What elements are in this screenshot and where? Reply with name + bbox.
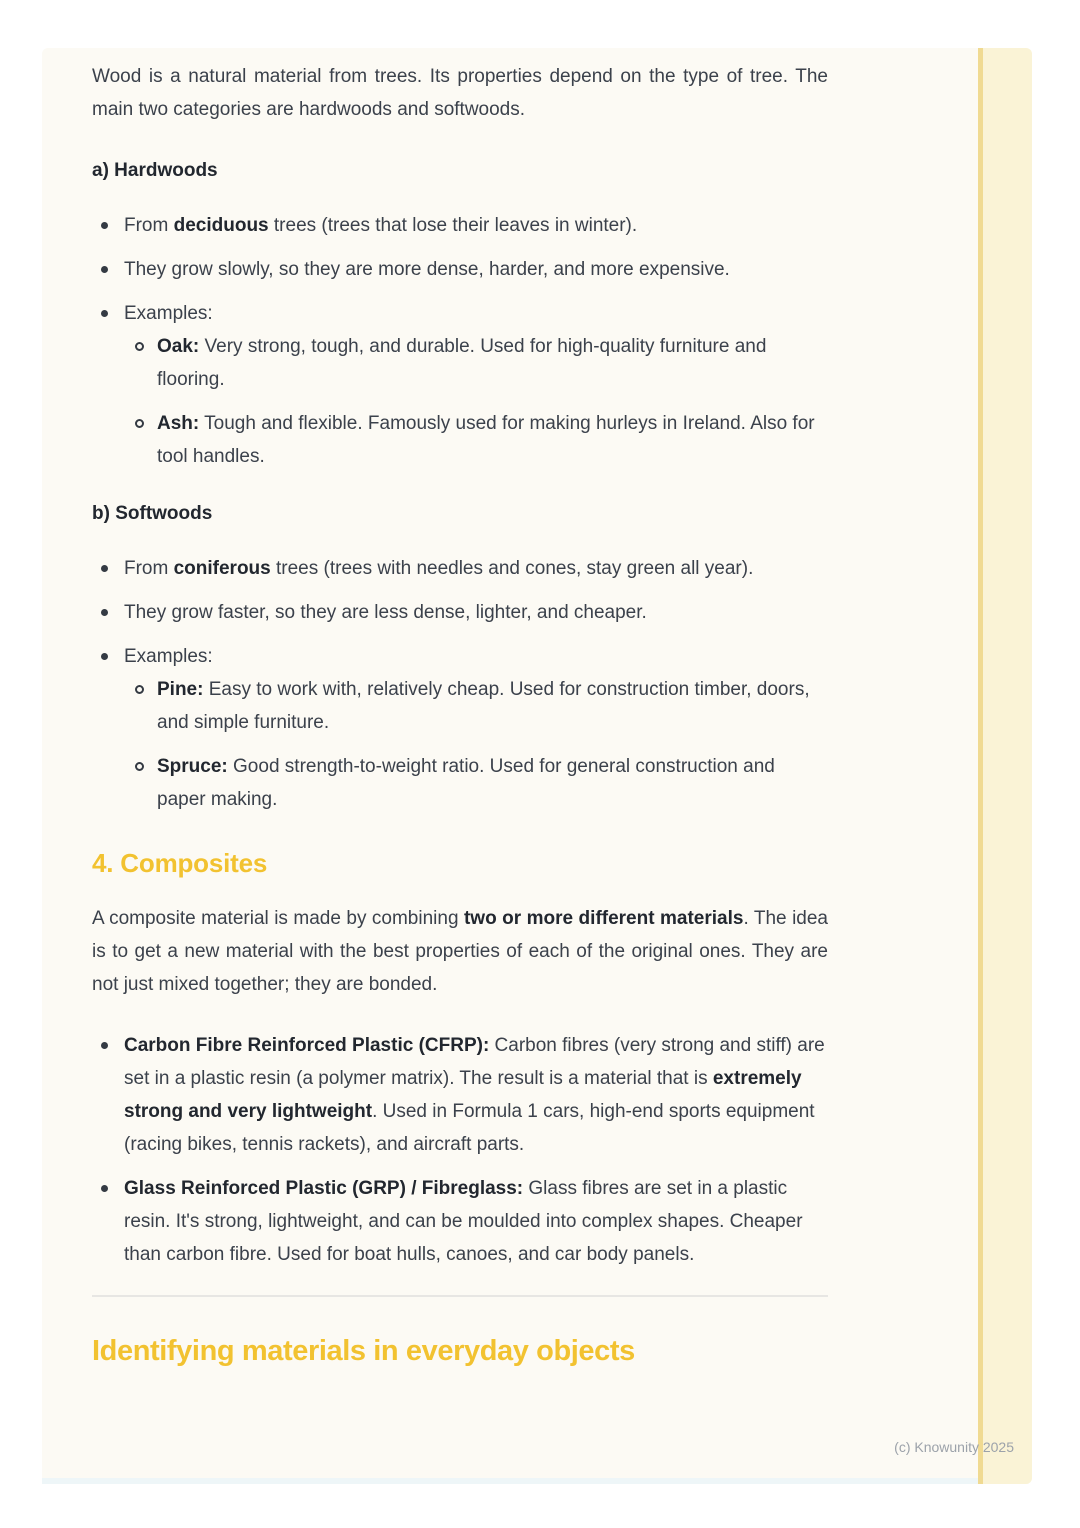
softwoods-examples-list — [124, 673, 828, 816]
text-segment: trees (trees that lose their leaves in winter). — [268, 215, 638, 236]
text-segment: Examples: — [124, 646, 213, 667]
composites-list — [92, 1029, 828, 1271]
text-segment: Carbon fibres (very strong and stiff) are set in a plastic resin (a polymer matrix). The result is a material that is — [124, 1035, 825, 1089]
copyright-watermark: (c) Knowunity 2025 — [894, 1439, 1014, 1455]
list-item — [92, 1029, 828, 1161]
bold-segment: Oak: — [157, 336, 200, 357]
text-segment: Glass fibres are set in a plastic resin. It's strong, lightweight, and can be moulded into complex shapes. Cheaper than carbon fibre. Used for boat hulls, canoes, and car body panels. — [124, 1178, 803, 1265]
text-segment: . The idea is to get a new material with the best properties of each of the original ones. They are not just mixed together; they are bonded. — [92, 908, 828, 995]
list-item — [92, 640, 828, 816]
text-segment: Good strength-to-weight ratio. Used for general construction and paper making. — [157, 756, 775, 810]
list-item — [92, 297, 828, 473]
bottom-edge-highlight — [42, 1478, 978, 1484]
bold-segment: two or more different materials — [463, 908, 744, 929]
softwoods-heading: b) Softwoods — [92, 503, 213, 524]
page-card — [42, 48, 1032, 1484]
bold-segment: Pine: — [157, 679, 204, 700]
page-content — [92, 60, 828, 1371]
text-segment: . Used in Formula 1 cars, high-end sports equipment (racing bikes, tennis rackets), and aircraft parts. — [124, 1101, 815, 1155]
text-segment: trees (trees with needles and cones, stay green all year). — [270, 558, 754, 579]
list-item — [135, 330, 828, 396]
bold-segment: deciduous — [173, 215, 269, 236]
text-segment: Examples: — [124, 303, 213, 324]
bold-segment: extremely strong and very lightweight — [124, 1068, 802, 1122]
hardwoods-examples-list — [124, 330, 828, 473]
text-segment: Easy to work with, relatively cheap. Used for construction timber, doors, and simple furniture. — [157, 679, 810, 733]
bold-segment: coniferous — [173, 558, 271, 579]
text-segment: Tough and flexible. Famously used for making hurleys in Ireland. Also for tool handles. — [157, 413, 815, 467]
text-segment: A composite material is made by combining — [92, 908, 464, 929]
section-divider — [92, 1295, 828, 1297]
list-item: They grow slowly, so they are more dense, harder, and more expensive. — [92, 253, 828, 286]
right-accent-stripe — [978, 48, 1032, 1484]
hardwoods-heading: a) Hardwoods — [92, 160, 218, 181]
bold-segment: Spruce: — [157, 756, 228, 777]
list-item — [135, 673, 828, 739]
list-item — [135, 407, 828, 473]
intro-paragraph: Wood is a natural material from trees. Its properties depend on the type of tree. The main two categories are hardwoods and softwoods. — [92, 66, 828, 120]
softwoods-list — [92, 552, 828, 816]
hardwoods-list — [92, 209, 828, 473]
list-item — [92, 552, 828, 585]
bold-segment: Carbon Fibre Reinforced Plastic (CFRP): — [124, 1035, 490, 1056]
list-item — [92, 209, 828, 242]
list-item — [135, 750, 828, 816]
list-item — [92, 1172, 828, 1271]
bold-segment: Glass Reinforced Plastic (GRP) / Fibreglass: — [124, 1178, 524, 1199]
composites-paragraph — [92, 902, 828, 1001]
text-segment: Very strong, tough, and durable. Used for high-quality furniture and flooring. — [157, 336, 767, 390]
list-item: They grow faster, so they are less dense, lighter, and cheaper. — [92, 596, 828, 629]
composites-heading: 4. Composites — [92, 848, 268, 878]
identifying-materials-heading: Identifying materials in everyday objects — [92, 1335, 635, 1367]
text-segment: From — [124, 215, 174, 236]
text-segment: From — [124, 558, 174, 579]
bold-segment: Ash: — [157, 413, 200, 434]
